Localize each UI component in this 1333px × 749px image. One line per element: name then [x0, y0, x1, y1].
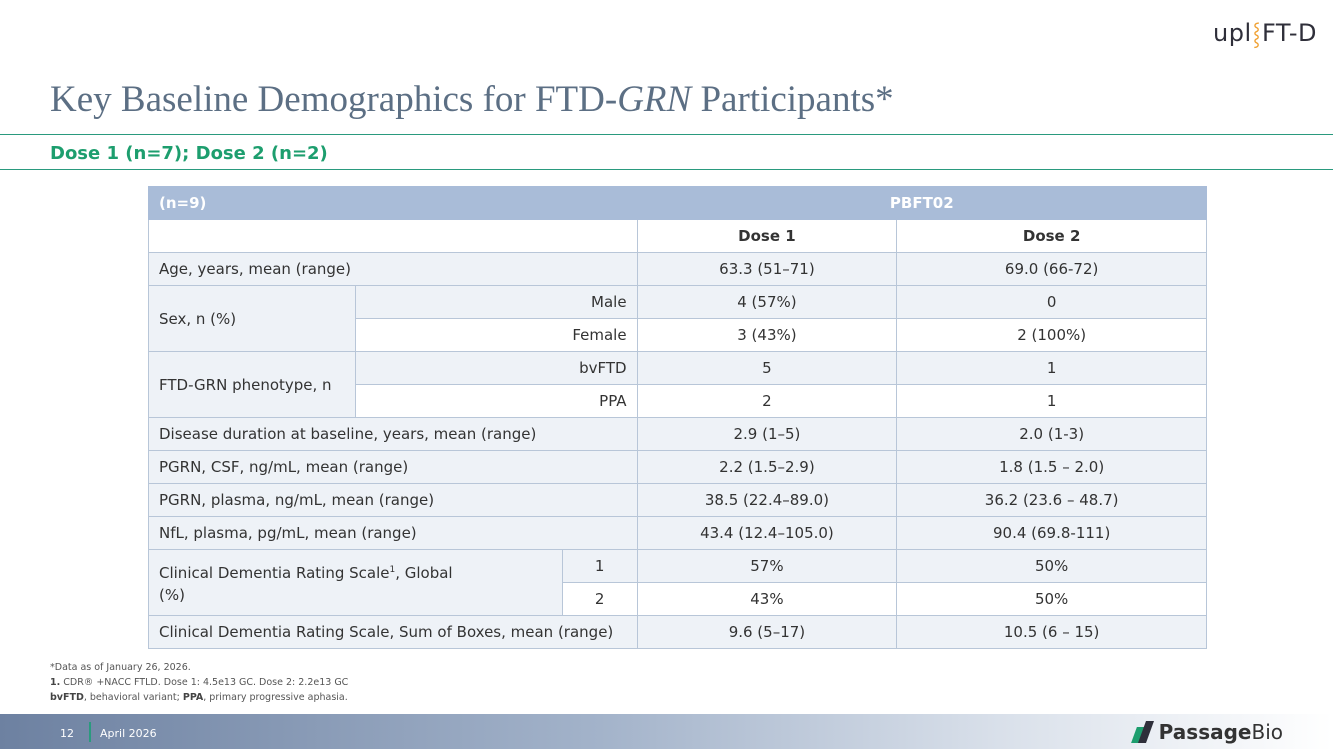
- dna-icon: ⸾: [1252, 22, 1262, 47]
- dose2-value: 50%: [897, 550, 1207, 583]
- dose2-value: 2 (100%): [897, 319, 1207, 352]
- dose1-value: 2: [637, 385, 897, 418]
- row-sublabel: Female: [355, 319, 637, 352]
- dose1-value: 43%: [637, 583, 897, 616]
- table-row: [149, 550, 1207, 583]
- dose2-value: 1.8 (1.5 – 2.0): [897, 451, 1207, 484]
- dose1-value: 57%: [637, 550, 897, 583]
- row-sublabel: Male: [355, 286, 637, 319]
- dose2-value: 36.2 (23.6 – 48.7): [897, 484, 1207, 517]
- footnotes: [50, 660, 348, 705]
- title-italic: GRN: [617, 79, 692, 120]
- header-blank: [149, 220, 638, 253]
- footnote-cdr-text: CDR® +NACC FTLD. Dose 1: 4.5e13 GC. Dose 2: 2.2e13 GC: [60, 677, 349, 688]
- dose1-value: 2.9 (1–5): [637, 418, 897, 451]
- demographics-table: [148, 186, 1207, 649]
- dose2-value: 69.0 (66-72): [897, 253, 1207, 286]
- dose2-value: 90.4 (69.8-111): [897, 517, 1207, 550]
- dose1-value: 38.5 (22.4–89.0): [637, 484, 897, 517]
- row-label: FTD-GRN phenotype, n: [149, 352, 356, 418]
- header-dose1: Dose 1: [637, 220, 897, 253]
- header-dose2: Dose 2: [897, 220, 1207, 253]
- header-study: PBFT02: [637, 187, 1206, 220]
- footnote-abbreviations: [50, 690, 348, 705]
- page-title: [50, 78, 894, 121]
- dose2-value: 1: [897, 352, 1207, 385]
- abbr-ppa-text: , primary progressive aphasia.: [203, 692, 348, 703]
- dose2-value: 10.5 (6 – 15): [897, 616, 1207, 649]
- uplift-d-logo: [1213, 18, 1317, 48]
- table-row: [149, 352, 1207, 385]
- footnote-cdr: [50, 675, 348, 690]
- footnote-data-date: *Data as of January 26, 2026.: [50, 662, 191, 673]
- dose1-value: 63.3 (51–71): [637, 253, 897, 286]
- row-label: Disease duration at baseline, years, mean (range): [149, 418, 638, 451]
- dose1-value: 5: [637, 352, 897, 385]
- table-row: [149, 418, 1207, 451]
- row-sublabel: 1: [562, 550, 637, 583]
- row-label: Sex, n (%): [149, 286, 356, 352]
- passage-bio-logo: [1131, 720, 1283, 744]
- row-sublabel: PPA: [355, 385, 637, 418]
- cdr-label-line2: (%): [159, 586, 185, 604]
- table-row: [149, 253, 1207, 286]
- title-post: Participants*: [691, 79, 894, 120]
- row-sublabel: bvFTD: [355, 352, 637, 385]
- title-divider-top: [0, 134, 1333, 135]
- row-label: PGRN, CSF, ng/mL, mean (range): [149, 451, 638, 484]
- brand-name-b: Bio: [1251, 720, 1283, 744]
- dose2-value: 1: [897, 385, 1207, 418]
- dose2-value: 2.0 (1-3): [897, 418, 1207, 451]
- table-dose-header-row: [149, 220, 1207, 253]
- abbr-bvftd-text: , behavioral variant;: [83, 692, 183, 703]
- row-label: Age, years, mean (range): [149, 253, 638, 286]
- table-header-row: [149, 187, 1207, 220]
- table-row: [149, 517, 1207, 550]
- abbr-bvftd: bvFTD: [50, 692, 84, 703]
- row-sublabel: 2: [562, 583, 637, 616]
- title-divider-bottom: [0, 169, 1333, 170]
- abbr-ppa: PPA: [182, 692, 204, 703]
- footnote-number: 1.: [50, 677, 61, 688]
- cdr-label-post: , Global: [395, 564, 453, 582]
- dose1-value: 3 (43%): [637, 319, 897, 352]
- table-row: [149, 616, 1207, 649]
- dose1-value: 4 (57%): [637, 286, 897, 319]
- dose-subtitle: Dose 1 (n=7); Dose 2 (n=2): [50, 143, 328, 164]
- row-label: Clinical Dementia Rating Scale, Sum of Boxes, mean (range): [149, 616, 638, 649]
- header-corner: (n=9): [149, 187, 638, 220]
- dose1-value: 2.2 (1.5–2.9): [637, 451, 897, 484]
- page-number: 12: [60, 727, 74, 740]
- dose2-value: 50%: [897, 583, 1207, 616]
- row-label: PGRN, plasma, ng/mL, mean (range): [149, 484, 638, 517]
- title-pre: Key Baseline Demographics for FTD-: [50, 79, 618, 120]
- passage-bio-mark-icon: [1131, 721, 1153, 743]
- footnote-ref: 1: [389, 565, 396, 575]
- table-row: [149, 484, 1207, 517]
- dose2-value: 0: [897, 286, 1207, 319]
- footer-date: April 2026: [100, 727, 157, 740]
- row-label: NfL, plasma, pg/mL, mean (range): [149, 517, 638, 550]
- logo-text-pre: upl: [1213, 19, 1252, 47]
- dose1-value: 9.6 (5–17): [637, 616, 897, 649]
- footer-divider: [89, 722, 91, 742]
- dose1-value: 43.4 (12.4–105.0): [637, 517, 897, 550]
- cdr-label-pre: Clinical Dementia Rating Scale: [159, 564, 390, 582]
- row-label: [149, 550, 563, 616]
- table-row: [149, 451, 1207, 484]
- brand-name-a: Passage: [1158, 720, 1252, 744]
- logo-text-post: FT-D: [1262, 19, 1317, 47]
- table-row: [149, 286, 1207, 319]
